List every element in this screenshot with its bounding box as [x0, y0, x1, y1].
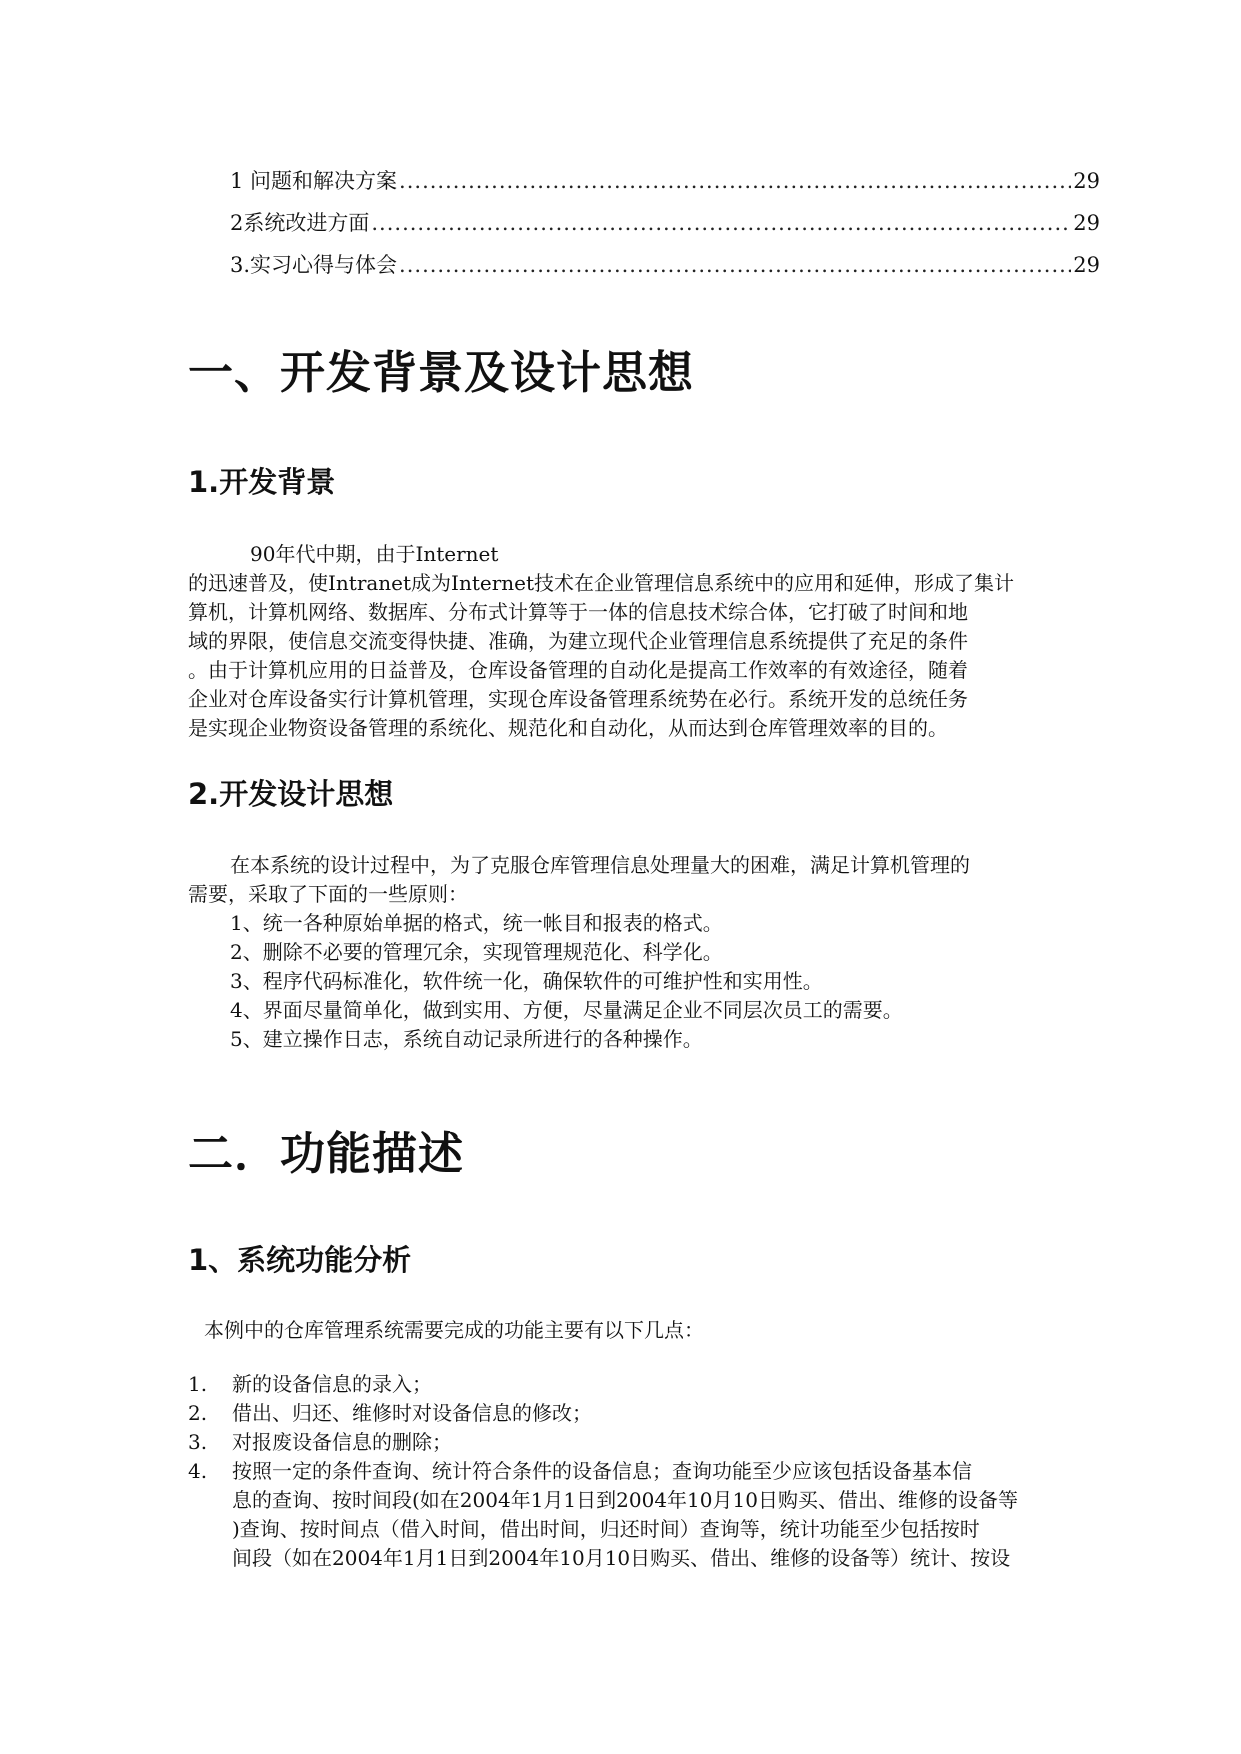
subsection-heading-background: 1.开发背景	[188, 465, 336, 499]
paragraph-line: 需要，采取了下面的一些原则：	[188, 882, 468, 906]
list-item-line: 借出、归还、维修时对设备信息的修改；	[232, 1401, 592, 1425]
toc-entry[interactable]	[230, 160, 1100, 202]
background-paragraph	[188, 540, 1048, 743]
principle-item: 2、删除不必要的管理冗余，实现管理规范化、科学化。	[230, 940, 723, 964]
toc-entry-page: 29	[1073, 169, 1100, 193]
subsection-heading-design-idea: 2.开发设计思想	[188, 777, 394, 811]
list-item-line: 息的查询、按时间段(如在2004年1月1日到2004年10月10日购买、借出、维修的设备等	[232, 1488, 1018, 1512]
paragraph-line: 算机，计算机网络、数据库、分布式计算等于一体的信息技术综合体，它打破了时间和地	[188, 600, 968, 624]
list-item-line: )查询、按时间点（借入时间，借出时间，归还时间）查询等，统计功能至少包括按时	[232, 1517, 980, 1541]
paragraph-line: 的迅速普及，使Intranet成为Internet技术在企业管理信息系统中的应用和延伸，形成了集计	[188, 571, 1015, 595]
list-item-number: 1.	[188, 1372, 208, 1396]
paragraph-line: 是实现企业物资设备管理的系统化、规范化和自动化，从而达到仓库管理效率的目的。	[188, 716, 948, 740]
paragraph-line: 企业对仓库设备实行计算机管理，实现仓库设备管理系统势在必行。系统开发的总统任务	[188, 687, 968, 711]
toc-entry[interactable]	[230, 202, 1100, 244]
list-item	[188, 1399, 1058, 1428]
toc-entry-label: 1 问题和解决方案	[230, 169, 398, 193]
list-item-text	[232, 1428, 1058, 1457]
toc-leader-dots	[371, 202, 1071, 244]
toc-leader-dots	[399, 160, 1071, 202]
toc-entry-page: 29	[1073, 211, 1100, 235]
principle-item: 4、界面尽量简单化，做到实用、方便，尽量满足企业不同层次员工的需要。	[230, 998, 903, 1022]
paragraph-line: 本例中的仓库管理系统需要完成的功能主要有以下几点：	[204, 1318, 704, 1342]
function-analysis-intro	[188, 1316, 1048, 1345]
list-item-number: 2.	[188, 1401, 208, 1425]
toc-entry[interactable]	[230, 244, 1100, 286]
principle-item: 1、统一各种原始单据的格式，统一帐目和报表的格式。	[230, 911, 723, 935]
paragraph-line: 域的界限，使信息交流变得快捷、准确，为建立现代企业管理信息系统提供了充足的条件	[188, 629, 968, 653]
toc-entry-label: 3.实习心得与体会	[230, 253, 398, 277]
list-item-line: 新的设备信息的录入；	[232, 1372, 432, 1396]
list-item-line: 对报废设备信息的删除；	[232, 1430, 452, 1454]
design-idea-paragraph	[188, 851, 1048, 1054]
paragraph-line: 在本系统的设计过程中，为了克服仓库管理信息处理量大的困难，满足计算机管理的	[230, 853, 970, 877]
list-item	[188, 1370, 1058, 1399]
function-list	[188, 1370, 1058, 1573]
paragraph-line: 90年代中期，由于Internet	[250, 542, 499, 566]
principle-item: 3、程序代码标准化，软件统一化，确保软件的可维护性和实用性。	[230, 969, 823, 993]
toc-leader-dots	[399, 244, 1071, 286]
section-heading-function-description: 二．功能描述	[188, 1127, 465, 1180]
list-item-number: 4.	[188, 1459, 208, 1483]
list-item-text	[232, 1370, 1058, 1399]
list-item-number: 3.	[188, 1430, 208, 1454]
list-item-text	[232, 1457, 1058, 1573]
list-item-text	[232, 1399, 1058, 1428]
list-item	[188, 1428, 1058, 1457]
paragraph-line: 。由于计算机应用的日益普及，仓库设备管理的自动化是提高工作效率的有效途径，随着	[188, 658, 968, 682]
list-item	[188, 1457, 1058, 1573]
toc-entry-label: 2系统改进方面	[230, 211, 370, 235]
table-of-contents	[230, 160, 1100, 286]
list-item-line: 间段（如在2004年1月1日到2004年10月10日购买、借出、维修的设备等）统计、按设	[232, 1546, 1011, 1570]
toc-entry-page: 29	[1073, 253, 1100, 277]
section-heading-development-background: 一、开发背景及设计思想	[188, 346, 695, 399]
principle-item: 5、建立操作日志，系统自动记录所进行的各种操作。	[230, 1027, 703, 1051]
list-item-line: 按照一定的条件查询、统计符合条件的设备信息；查询功能至少应该包括设备基本信	[232, 1459, 972, 1483]
subsection-heading-function-analysis: 1、系统功能分析	[188, 1243, 412, 1277]
